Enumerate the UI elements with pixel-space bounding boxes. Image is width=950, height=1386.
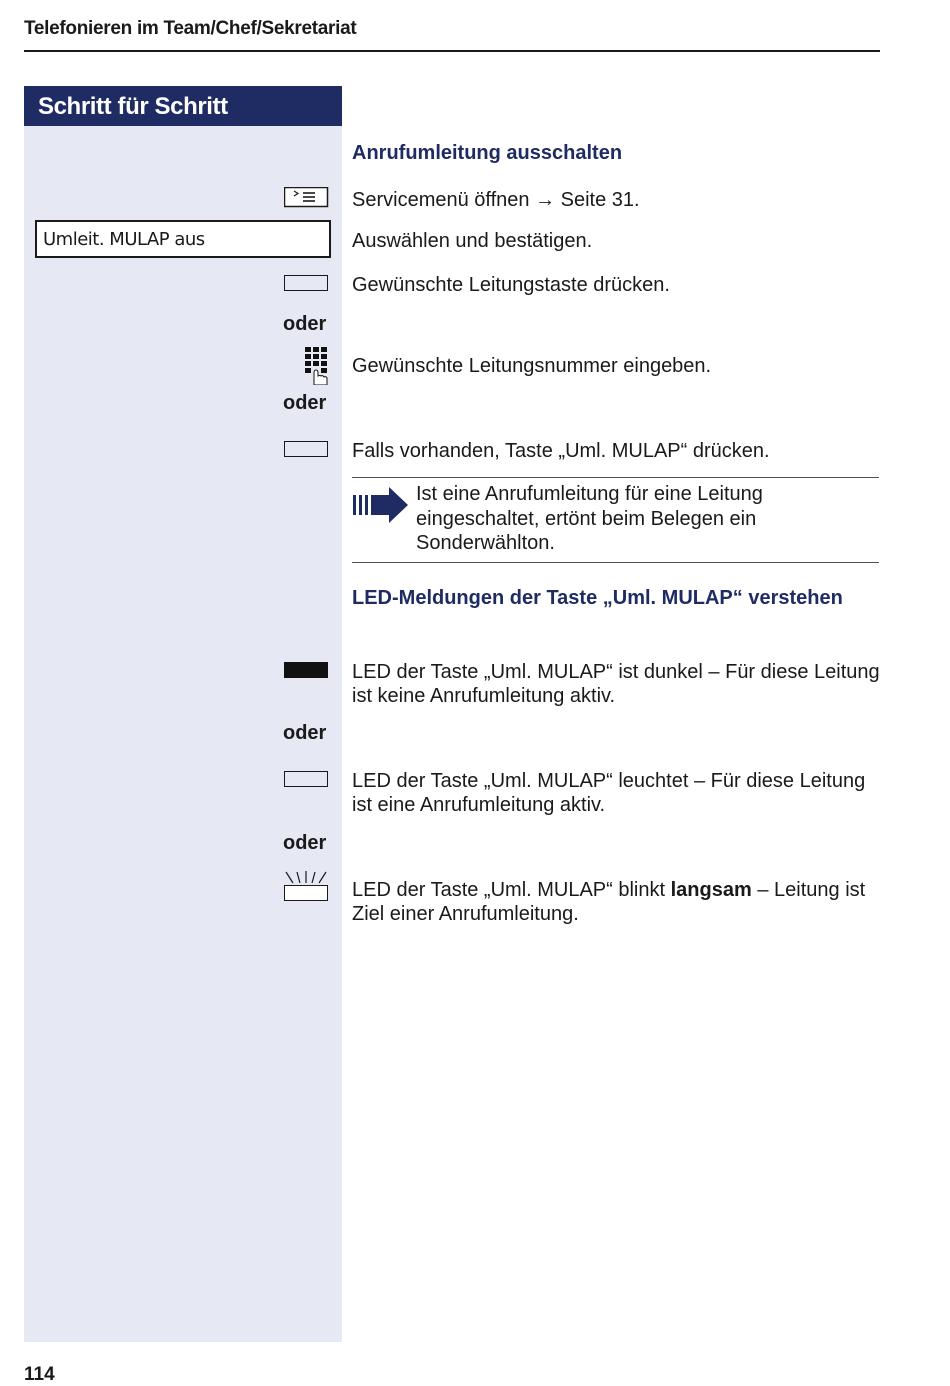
- step-open-service-menu: [352, 188, 882, 212]
- step-open-service-menu-text: Servicemenü öffnen: [352, 189, 536, 211]
- menu-display-text: Umleit. MULAP aus: [43, 229, 205, 250]
- note-text: Ist eine Anrufumleitung für eine Leitung eingeschaltet, ertönt beim Belegen ein Sonderwählton.: [416, 483, 763, 554]
- led-blinking-description: [352, 878, 882, 926]
- step-select-confirm: Auswählen und bestätigen.: [352, 230, 593, 252]
- page-number: 114: [24, 1364, 55, 1385]
- page-reference-link[interactable]: Seite 31.: [555, 189, 640, 211]
- led-dark-key-icon: [284, 662, 328, 678]
- section-heading-led-messages: LED-Meldungen der Taste „Uml. MULAP“ verstehen: [352, 587, 843, 609]
- led-on-key-icon: [284, 771, 328, 787]
- led-blinking-text: LED der Taste „Uml. MULAP“ blinkt: [352, 879, 671, 901]
- page-header-title: Telefonieren im Team/Chef/Sekretariat: [24, 18, 357, 39]
- led-blinking-emphasis: langsam: [670, 879, 752, 901]
- led-blinking-key-icon: [284, 870, 330, 902]
- led-dark-description: LED der Taste „Uml. MULAP“ ist dunkel – Für diese Leitung ist keine Anrufumleitung aktiv.: [352, 661, 880, 707]
- service-menu-key-icon: [284, 187, 329, 208]
- menu-display-option[interactable]: [35, 220, 331, 258]
- led-on-description: LED der Taste „Uml. MULAP“ leuchtet – Für diese Leitung ist eine Anrufumleitung aktiv.: [352, 770, 866, 816]
- line-key-icon: [284, 275, 328, 291]
- banner-title: Schritt für Schritt: [38, 93, 228, 120]
- note-arrow-icon: [353, 487, 409, 523]
- or-label: oder: [283, 832, 327, 854]
- arrow-right-icon: →: [535, 189, 556, 211]
- led-blinking-text-end: – Leitung ist Ziel einer Anrufumleitung.: [352, 879, 866, 925]
- keypad-icon: [305, 347, 331, 385]
- mulap-key-icon: [284, 441, 328, 457]
- section-heading-disable-forwarding: Anrufumleitung ausschalten: [352, 142, 623, 164]
- or-label: oder: [283, 392, 327, 414]
- header-rule: [24, 50, 880, 52]
- step-enter-line-number: Gewünschte Leitungsnummer eingeben.: [352, 355, 712, 377]
- or-label: oder: [283, 722, 327, 744]
- or-label: oder: [283, 313, 327, 335]
- step-press-mulap-key: Falls vorhanden, Taste „Uml. MULAP“ drücken.: [352, 440, 770, 462]
- step-by-step-banner: [24, 86, 342, 126]
- step-press-line-key: Gewünschte Leitungstaste drücken.: [352, 274, 670, 296]
- note-bottom-rule: [352, 562, 879, 563]
- note-top-rule: [352, 477, 879, 478]
